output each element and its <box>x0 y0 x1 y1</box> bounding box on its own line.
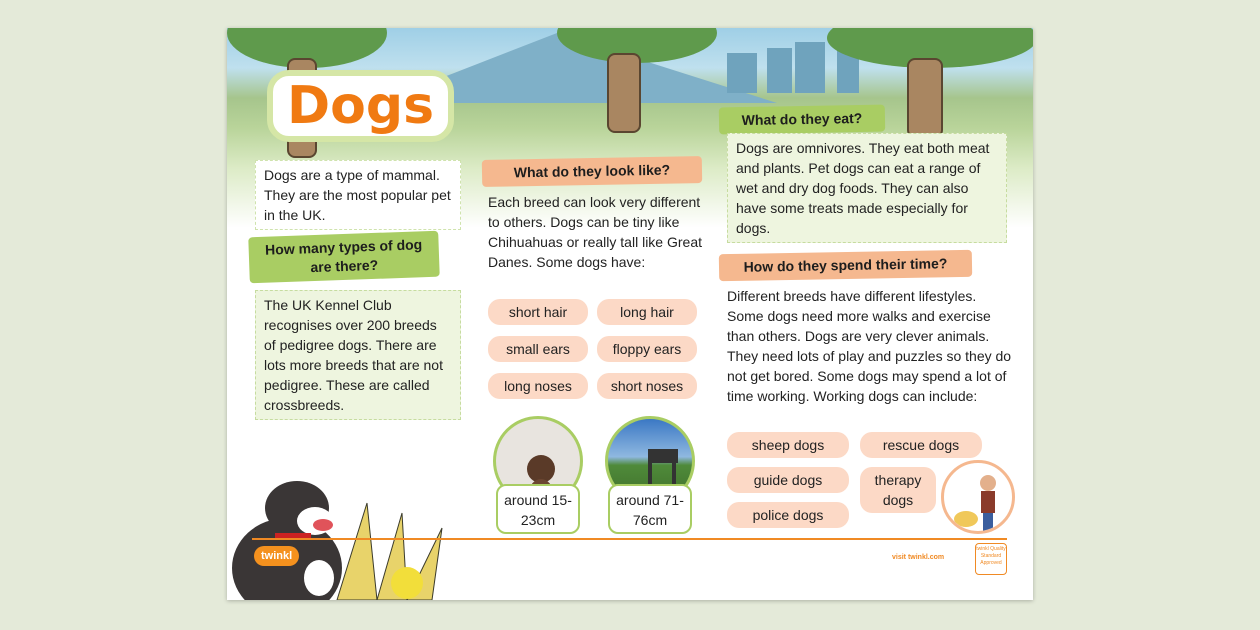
job-pill: police dogs <box>727 502 849 528</box>
look-heading: What do they look like? <box>482 156 702 187</box>
guide-dog-illustration <box>941 460 1015 534</box>
twinkl-logo[interactable]: twinkl <box>254 546 299 566</box>
job-pill: sheep dogs <box>727 432 849 458</box>
time-text: Different breeds have different lifestyles. Some dogs need more walks and exercise than others. Dogs are very clever animals. They need lots of play and puzzles so they do not get bored. Some dogs may spend a lot of time working. Working dogs can include: <box>727 288 1012 404</box>
eat-heading: What do they eat? <box>719 105 885 135</box>
job-pill: guide dogs <box>727 467 849 493</box>
types-heading: How many types of dog are there? <box>248 231 439 284</box>
tall-dog-caption: around 71-76cm <box>608 484 692 534</box>
visit-link[interactable]: visit twinkl.com <box>892 554 945 561</box>
feature-pill: small ears <box>488 336 588 362</box>
eat-text: Dogs are omnivores. They eat both meat and plants. Pet dogs can eat a range of wet and dry dog foods. They can also have some treats made especially for dogs. <box>727 133 1007 243</box>
feature-pill: floppy ears <box>597 336 697 362</box>
small-dog-caption: around 15-23cm <box>496 484 580 534</box>
feature-pill: short hair <box>488 299 588 325</box>
fact-sheet <box>227 28 1033 600</box>
feature-pill: short noses <box>597 373 697 399</box>
feature-pill: long noses <box>488 373 588 399</box>
types-text-box <box>255 290 461 420</box>
time-heading: How do they spend their time? <box>719 250 972 281</box>
job-pill: rescue dogs <box>860 432 982 458</box>
footer-divider <box>252 538 1007 540</box>
page-title: Dogs <box>267 70 454 142</box>
look-text: Each breed can look very different to others. Dogs can be tiny like Chihuahuas or really tall like Great Danes. Some dogs have: <box>488 194 702 270</box>
types-text: The UK Kennel Club recognises over 200 breeds of pedigree dogs. There are lots more breeds that are not pedigree. These are called crossbreeds. <box>264 297 443 413</box>
intro-text: Dogs are a type of mammal. They are the most popular pet in the UK. <box>255 160 461 230</box>
quality-badge: twinkl Quality Standard Approved <box>975 543 1007 575</box>
job-pill: therapy dogs <box>860 467 936 513</box>
border-collie-illustration <box>227 473 467 600</box>
feature-pill: long hair <box>597 299 697 325</box>
